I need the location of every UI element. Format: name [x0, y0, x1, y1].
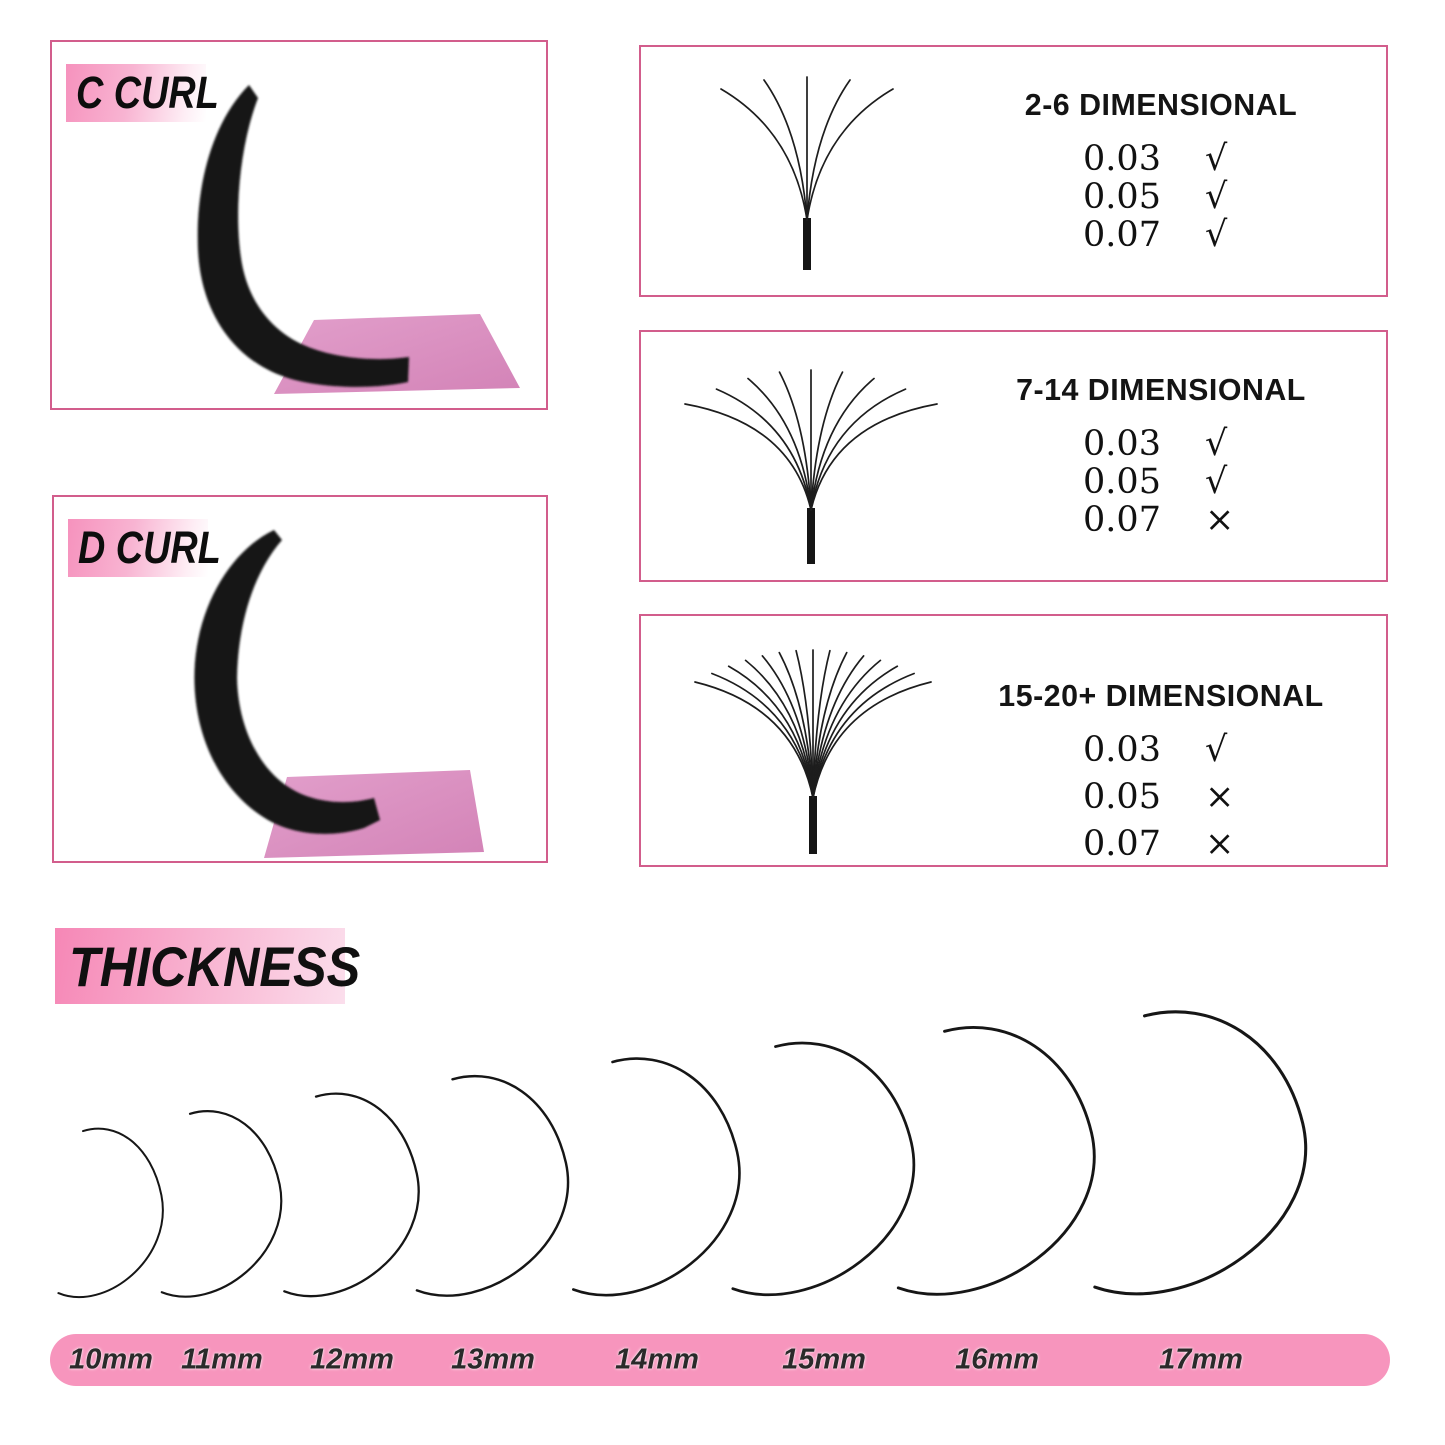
length-label: 12mm: [310, 1343, 394, 1376]
c-curl-label-plate: [66, 64, 219, 122]
availability-row: [941, 500, 1381, 538]
thickness-value: 0.03: [1083, 730, 1161, 770]
dimensional-title: 15-20+ DIMENSIONAL: [998, 678, 1324, 713]
availability-row: [941, 777, 1381, 824]
availability-row: [941, 462, 1381, 500]
dimensional-title: 7-14 DIMENSIONAL: [1016, 372, 1306, 407]
dimensional-info: [941, 87, 1381, 253]
length-label: 17mm: [1159, 1343, 1243, 1376]
length-label: 14mm: [615, 1343, 699, 1376]
availability-row: [941, 139, 1381, 177]
lash-fan-illustration: [641, 616, 981, 866]
check-mark: √: [1204, 215, 1228, 255]
thickness-value: 0.05: [1083, 177, 1161, 217]
check-mark: √: [1204, 730, 1228, 770]
length-label: 11mm: [181, 1343, 263, 1376]
thickness-value: 0.07: [1083, 824, 1161, 864]
d-curl-label: D CURL: [78, 522, 221, 573]
dimensional-card-15-20: [639, 614, 1388, 867]
dimensional-card-2-6: [639, 45, 1388, 297]
availability-row: [941, 824, 1381, 871]
thickness-value: 0.03: [1083, 424, 1161, 464]
check-mark: √: [1204, 139, 1228, 179]
check-mark: √: [1204, 424, 1228, 464]
thickness-value: 0.03: [1083, 139, 1161, 179]
c-curl-card: [50, 40, 548, 410]
dimensional-info: [941, 372, 1381, 538]
dimensional-info: [941, 678, 1381, 871]
thickness-availability-list: [941, 424, 1381, 538]
thickness-value: 0.07: [1083, 500, 1161, 540]
d-curl-card: [52, 495, 548, 863]
length-label: 13mm: [451, 1343, 535, 1376]
cross-mark: ×: [1204, 777, 1235, 817]
availability-row: [941, 177, 1381, 215]
thickness-title: THICKNESS: [69, 934, 361, 998]
length-label: 16mm: [955, 1343, 1039, 1376]
thickness-availability-list: [941, 730, 1381, 871]
availability-row: [941, 424, 1381, 462]
thickness-title-plate: [55, 928, 361, 1004]
lash-fan-illustration: [641, 47, 981, 297]
thickness-value: 0.07: [1083, 215, 1161, 255]
thickness-value: 0.05: [1083, 777, 1161, 817]
dimensional-card-7-14: [639, 330, 1388, 582]
thickness-availability-list: [941, 139, 1381, 253]
availability-row: [941, 215, 1381, 253]
check-mark: √: [1204, 177, 1228, 217]
thickness-value: 0.05: [1083, 462, 1161, 502]
dimensional-title: 2-6 DIMENSIONAL: [1024, 87, 1298, 122]
d-curl-label-plate: [68, 519, 221, 577]
cross-mark: ×: [1204, 500, 1235, 540]
cross-mark: ×: [1204, 824, 1235, 864]
length-label: 15mm: [782, 1343, 866, 1376]
c-curl-label: C CURL: [76, 67, 219, 118]
length-label: 10mm: [69, 1343, 153, 1376]
lash-fan-illustration: [641, 332, 981, 582]
length-scale-bar: [50, 1334, 1390, 1386]
availability-row: [941, 730, 1381, 777]
check-mark: √: [1204, 462, 1228, 502]
